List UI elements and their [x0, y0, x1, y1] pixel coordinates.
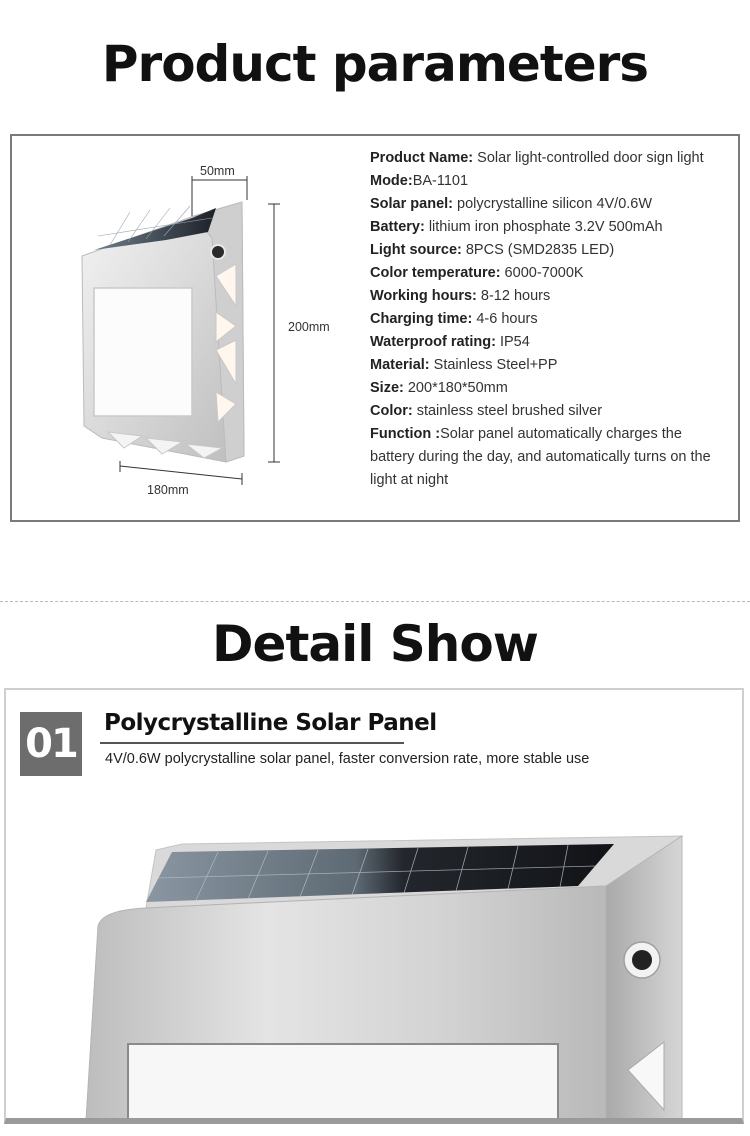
spec-size: Size: 200*180*50mm: [370, 380, 508, 396]
spec-function: Function :Solar panel automatically charges the battery during the day, and automatically turns on the light at night: [370, 426, 711, 488]
detail-description: 4V/0.6W polycrystalline solar panel, faster conversion rate, more stable use: [105, 751, 590, 767]
spec-color-temperature: Color temperature: 6000-7000K: [370, 265, 584, 281]
spec-mode: Mode:BA-1101: [370, 173, 469, 189]
spec-material: Material: Stainless Steel+PP: [370, 357, 558, 373]
spec-list: [370, 147, 726, 492]
spec-working-hours: Working hours: 8-12 hours: [370, 288, 551, 304]
dimension-height-label: 200mm: [288, 320, 330, 334]
spec-light-source: Light source: 8PCS (SMD2835 LED): [370, 242, 615, 258]
dimension-bottom-label: 180mm: [147, 483, 189, 497]
spec-solar-panel: Solar panel: polycrystalline silicon 4V/0.6W: [370, 196, 653, 212]
product-parameters-heading: Product parameters: [101, 35, 649, 93]
detail-panel: [4, 688, 744, 1124]
detail-show-heading: Detail Show: [212, 615, 538, 673]
spec-product-name: Product Name: Solar light-controlled door sign light: [370, 150, 704, 166]
spec-color: Color: stainless steel brushed silver: [370, 403, 603, 419]
spec-charging-time: Charging time: 4-6 hours: [370, 311, 538, 327]
parameters-panel: [10, 134, 740, 522]
product-dimension-illustration: [12, 136, 372, 520]
dimension-top-label: 50mm: [200, 164, 235, 178]
spec-battery: Battery: lithium iron phosphate 3.2V 500mAh: [370, 219, 663, 235]
solar-panel-closeup-illustration: [6, 830, 742, 1120]
detail-title-underline: [100, 742, 404, 744]
detail-title: Polycrystalline Solar Panel: [104, 710, 437, 736]
spec-waterproof-rating: Waterproof rating: IP54: [370, 334, 530, 350]
detail-number-badge: 01: [20, 712, 82, 776]
section-divider: [0, 601, 750, 602]
